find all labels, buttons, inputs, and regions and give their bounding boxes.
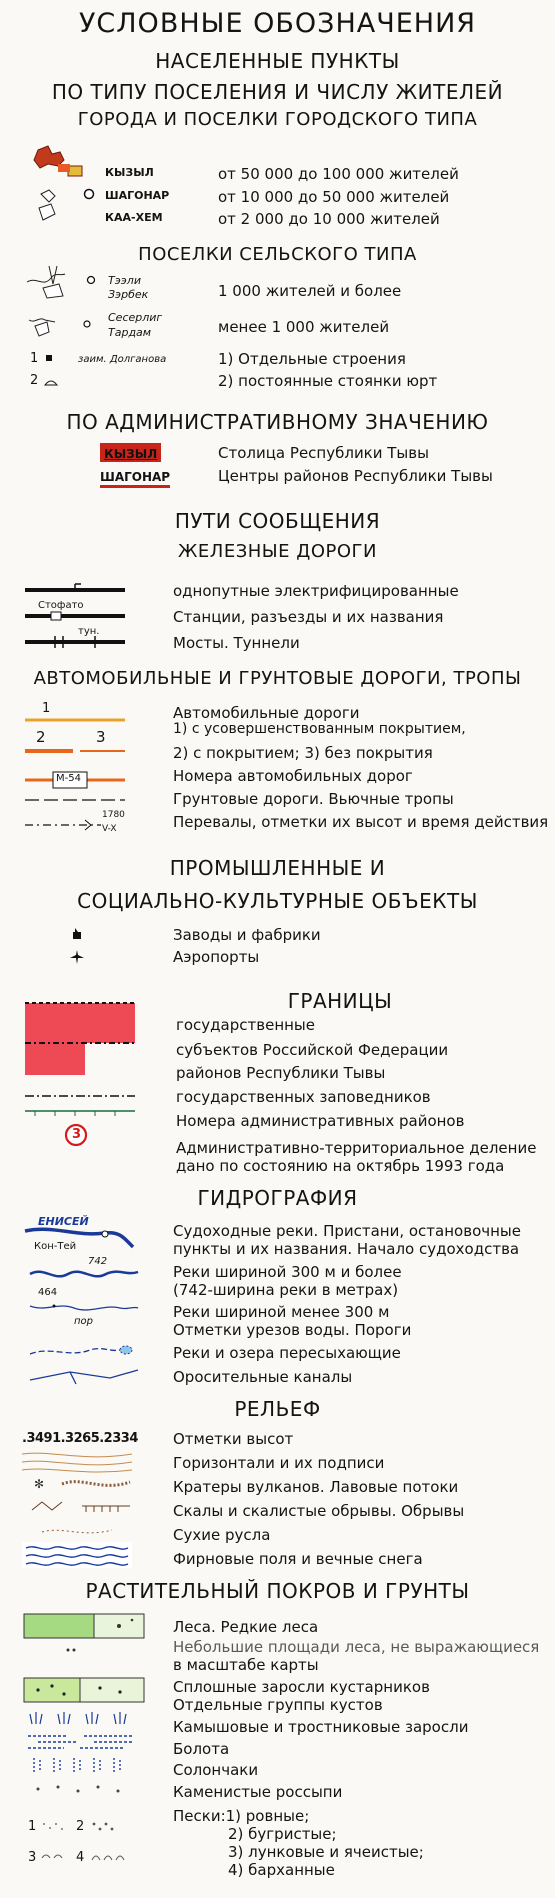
seasonal-river-symbol — [30, 1340, 140, 1362]
railway-electric-symbol — [25, 584, 125, 596]
station-symbol — [25, 610, 125, 622]
sample-num-2: 2 — [30, 373, 39, 388]
sample-tardam: Тардам — [108, 326, 152, 339]
reserve-border-symbol — [25, 1107, 135, 1117]
legend-reeds: Камышовые и тростниковые заросли — [173, 1718, 469, 1736]
legend-firn: Фирновые поля и вечные снега — [173, 1550, 423, 1568]
shrub-swatch — [24, 1678, 144, 1702]
heading-borders: ГРАНИЦЫ — [287, 989, 393, 1013]
legend-village-small: менее 1 000 жителей — [218, 318, 390, 336]
legend-forests: Леса. Редкие леса — [173, 1618, 319, 1636]
sample-kyzyl: КЫЗЫЛ — [105, 166, 154, 179]
single-building-symbol — [46, 355, 56, 365]
legend-small-forest-1: Небольшие площади леса, не выражающиеся — [173, 1638, 540, 1656]
sample-sand-1: 1 — [28, 1819, 37, 1834]
legend-small-forest-2: в масштабе карты — [173, 1656, 319, 1674]
reeds-symbol — [24, 1710, 144, 1728]
sample-num-1: 1 — [30, 351, 39, 366]
legend-roads: Автомобильные дороги — [173, 704, 360, 722]
legend-city-large: от 50 000 до 100 000 жителей — [218, 165, 459, 183]
border-swatch — [25, 1003, 135, 1091]
legend-yurts: 2) постоянные стоянки юрт — [218, 372, 438, 390]
capital-sample — [100, 443, 161, 462]
legend-factories: Заводы и фабрики — [173, 926, 321, 944]
legend-stations: Станции, разъезды и их названия — [173, 608, 444, 626]
volcano-crater-symbol — [22, 1474, 132, 1494]
legend-city-medium: от 10 000 до 50 000 жителей — [218, 188, 450, 206]
sand-dune-symbol — [90, 1850, 130, 1864]
legend-road-numbers: Номера автомобильных дорог — [173, 767, 413, 785]
scree-symbol — [24, 1783, 144, 1795]
legend-district-centers: Центры районов Республики Тывы — [218, 467, 493, 485]
heading-hydro: ГИДРОГРАФИЯ — [197, 1186, 358, 1210]
legend-salt-marshes: Солончаки — [173, 1761, 259, 1779]
legend-district-numbers: Номера административных районов — [176, 1112, 465, 1130]
legend-dry-channels: Сухие русла — [173, 1526, 271, 1544]
heading-settlements: НАСЕЛЕННЫЕ ПУНКТЫ — [155, 49, 400, 73]
airport-icon — [70, 950, 84, 964]
legend-cliffs: Скалы и скалистые обрывы. Обрывы — [173, 1502, 465, 1520]
legend-seasonal: Реки и озера пересыхающие — [173, 1344, 401, 1362]
sample-zaim: заим. Долганова — [78, 354, 167, 365]
legend-bridges: Мосты. Туннели — [173, 634, 300, 652]
sample-pass-height: 1780 — [102, 810, 125, 820]
legend-airports: Аэропорты — [173, 948, 260, 966]
sample-m54: М-54 — [56, 773, 81, 784]
legend-title: УСЛОВНЫЕ ОБОЗНАЧЕНИЯ — [78, 8, 477, 39]
sample-spot-heights: .3491.3265.2334 — [22, 1431, 138, 1446]
city-large-symbol — [30, 144, 90, 184]
sample-pass-months: V-X — [102, 824, 117, 834]
road-improved-symbol — [25, 717, 125, 725]
heading-cities: ГОРОДА И ПОСЕЛКИ ГОРОДСКОГО ТИПА — [77, 109, 478, 130]
sample-teeli: Тээли — [108, 274, 141, 287]
heading-transport: ПУТИ СООБЩЕНИЯ — [174, 509, 381, 533]
sample-road-3: 3 — [96, 728, 106, 746]
narrow-river-symbol — [30, 1300, 140, 1316]
sand-hollow-symbol — [40, 1850, 70, 1864]
wide-river-symbol — [30, 1266, 140, 1282]
legend-volcanoes: Кратеры вулканов. Лавовые потоки — [173, 1478, 459, 1496]
heading-relief: РЕЛЬЕФ — [234, 1397, 321, 1421]
sample-center-name: ШАГОНАР — [100, 470, 171, 484]
sample-sand-4: 4 — [76, 1850, 85, 1865]
legend-shrubs: Сплошные заросли кустарников — [173, 1678, 430, 1696]
legend-scree: Каменистые россыпи — [173, 1783, 343, 1801]
heading-by-type: ПО ТИПУ ПОСЕЛЕНИЯ И ЧИСЛУ ЖИТЕЛЕЙ — [51, 80, 504, 104]
legend-sands: Пески:1) ровные; — [173, 1807, 310, 1825]
city-medium-symbol — [35, 186, 105, 226]
sample-tun: тун. — [78, 626, 100, 637]
legend-sands-dunes: 4) барханные — [228, 1861, 335, 1879]
legend-wide-rivers-1: Реки шириной 300 м и более — [173, 1263, 402, 1281]
legend-sands-hilly: 2) бугристые; — [228, 1825, 337, 1843]
legend-admin-division-2: дано по состоянию на октябрь 1993 года — [176, 1157, 505, 1175]
heading-vegetation: РАСТИТЕЛЬНЫЙ ПОКРОВ И ГРУНТЫ — [85, 1579, 470, 1603]
legend-roads-paved: 2) с покрытием; 3) без покрытия — [173, 744, 433, 762]
legend-border-federal: субъектов Российской Федерации — [176, 1041, 449, 1059]
legend-border-state: государственные — [176, 1016, 316, 1034]
legend-water-marks: Отметки урезов воды. Пороги — [173, 1321, 412, 1339]
legend-railway-electric: однопутные электрифицированные — [173, 582, 459, 600]
legend-navigable-1: Судоходные реки. Пристани, остановочные — [173, 1222, 521, 1240]
center-sample — [100, 466, 170, 488]
sample-sand-3: 3 — [28, 1850, 37, 1865]
legend-capital: Столица Республики Тывы — [218, 444, 429, 462]
heading-industry-2: СОЦИАЛЬНО-КУЛЬТУРНЫЕ ОБЪЕКТЫ — [77, 889, 478, 913]
legend-village-large: 1 000 жителей и более — [218, 282, 402, 300]
legend-buildings: 1) Отдельные строения — [218, 350, 406, 368]
dry-channel-symbol — [22, 1524, 132, 1540]
legend-border-district: районов Республики Тывы — [176, 1064, 386, 1082]
bridge-tunnel-symbol — [25, 636, 125, 648]
sample-road-2: 2 — [36, 728, 46, 746]
sample-seserlig: Сесерлиг — [108, 311, 163, 324]
legend-sands-hollow: 3) лунковые и ячеистые; — [228, 1843, 424, 1861]
sample-kon-tei: Кон-Тей — [34, 1241, 77, 1252]
legend-roads-improved: 1) с усовершенствованным покрытием, — [173, 721, 466, 737]
sand-flat-symbol — [40, 1820, 70, 1834]
sample-width-742: 742 — [88, 1256, 108, 1267]
legend-wide-rivers-2: (742-ширина реки в метрах) — [173, 1281, 399, 1299]
legend-navigable-2: пункты и их названия. Начало судоходства — [173, 1240, 520, 1258]
heading-villages: ПОСЕЛКИ СЕЛЬСКОГО ТИПА — [138, 244, 417, 265]
legend-spot-heights: Отметки высот — [173, 1430, 294, 1448]
irrigation-canal-symbol — [30, 1366, 140, 1386]
swamp-symbol — [24, 1732, 144, 1754]
border-district-symbol — [25, 1093, 135, 1099]
sample-rapids: пор — [74, 1316, 94, 1327]
heading-industry-1: ПРОМЫШЛЕННЫЕ И — [169, 856, 386, 880]
legend-dirt-roads: Грунтовые дороги. Вьючные тропы — [173, 790, 454, 808]
legend-admin-division-1: Административно-территориальное деление — [176, 1139, 537, 1157]
legend-canals: Оросительные каналы — [173, 1368, 353, 1386]
factory-icon — [72, 928, 82, 940]
legend-contours: Горизонтали и их подписи — [173, 1454, 385, 1472]
svg-text:✻: ✻ — [34, 1477, 45, 1491]
cliffs-symbol — [22, 1498, 132, 1518]
sample-zerbek: Зэрбек — [108, 288, 149, 301]
heading-roads: АВТОМОБИЛЬНЫЕ И ГРУНТОВЫЕ ДОРОГИ, ТРОПЫ — [33, 668, 522, 689]
sample-elev-464: 464 — [38, 1287, 58, 1298]
sample-capital-name: КЫЗЫЛ — [104, 447, 158, 461]
salt-marsh-symbol — [24, 1756, 144, 1776]
sample-road-1: 1 — [42, 701, 51, 716]
yurt-symbol — [44, 377, 58, 387]
legend-narrow-rivers: Реки шириной менее 300 м — [173, 1303, 390, 1321]
road-paved-symbol — [25, 748, 125, 756]
sample-district-number: 3 — [72, 1127, 82, 1142]
legend-passes: Перевалы, отметки их высот и время действия — [173, 813, 549, 831]
legend-bush-groups: Отдельные группы кустов — [173, 1696, 383, 1714]
contour-lines-symbol — [22, 1448, 132, 1472]
pass-symbol — [25, 819, 105, 831]
heading-railways: ЖЕЛЕЗНЫЕ ДОРОГИ — [178, 541, 377, 562]
sample-shagonar: ШАГОНАР — [105, 189, 170, 202]
sample-stofato: Стофато — [38, 600, 84, 611]
sand-hilly-symbol — [90, 1820, 120, 1834]
small-forest-symbol — [62, 1646, 82, 1654]
firn-snow-symbol — [22, 1542, 132, 1568]
legend-border-reserve: государственных заповедников — [176, 1088, 431, 1106]
dirt-road-symbol — [25, 797, 125, 805]
heading-admin: ПО АДМИНИСТРАТИВНОМУ ЗНАЧЕНИЮ — [66, 410, 489, 434]
sample-sand-2: 2 — [76, 1819, 85, 1834]
sample-enisei: ЕНИСЕЙ — [38, 1215, 89, 1228]
forest-swatch — [24, 1614, 144, 1638]
legend-swamps: Болота — [173, 1740, 230, 1758]
sample-kaa-khem: КАА-ХЕМ — [105, 211, 163, 224]
legend-city-small: от 2 000 до 10 000 жителей — [218, 210, 440, 228]
